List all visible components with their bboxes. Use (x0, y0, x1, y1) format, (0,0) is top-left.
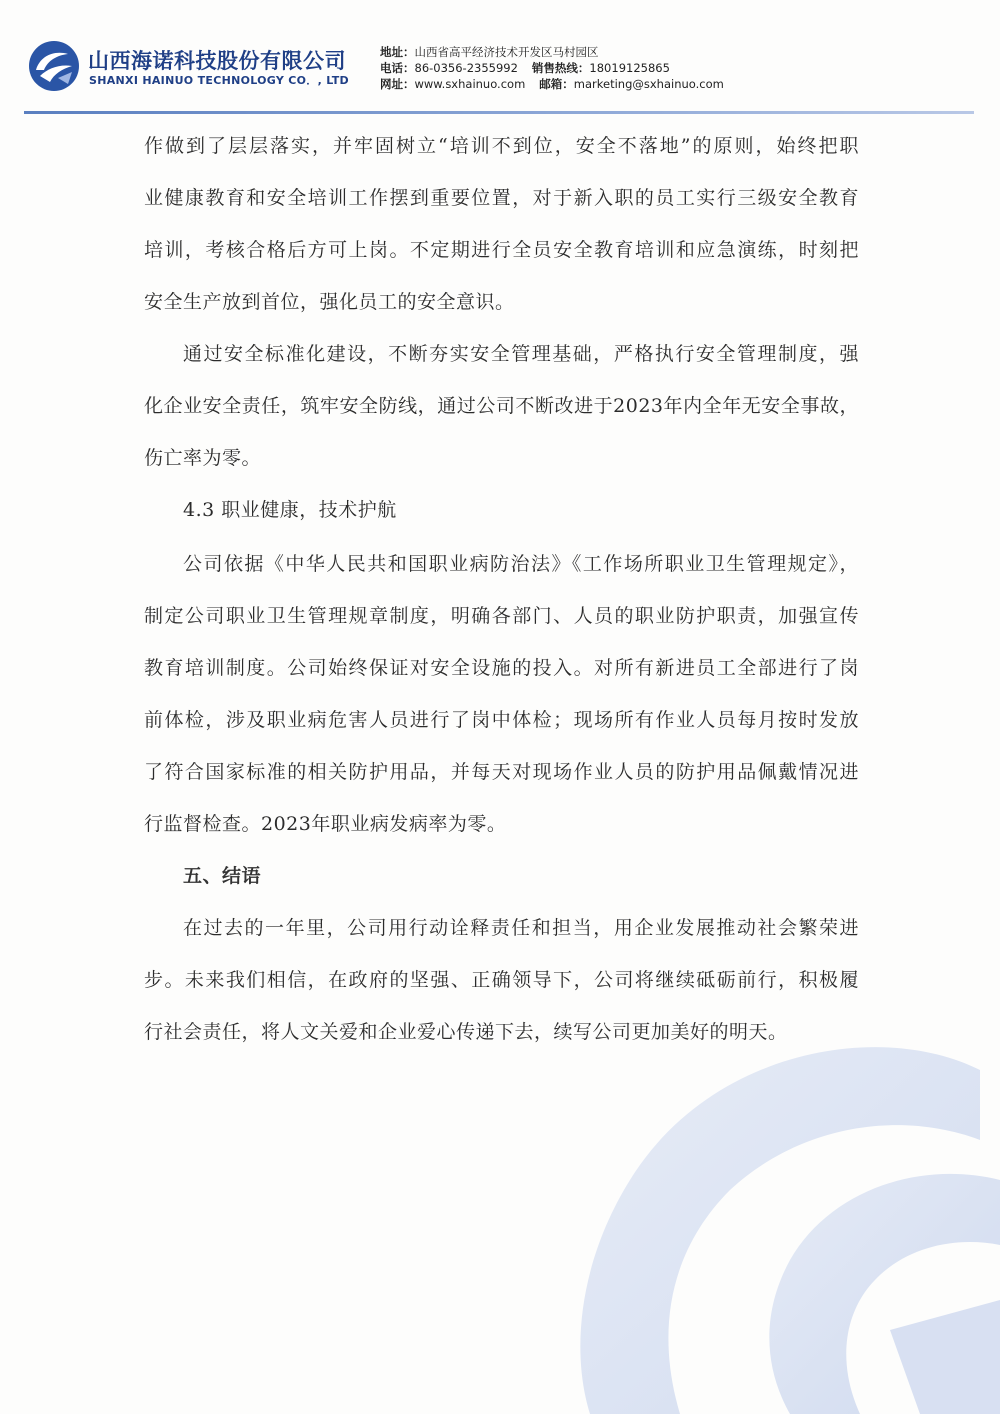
paragraph-line: 业健康教育和安全培训工作摆到重要位置，对于新入职的员工实行三级安全教育 (144, 187, 859, 209)
email-label: 邮箱： (539, 77, 574, 91)
phone-line (380, 60, 724, 76)
email-link[interactable]: marketing@sxhainuo.com (573, 77, 724, 91)
paragraph-line: 通过安全标准化建设，不断夯实安全管理基础，严格执行安全管理制度，强 (183, 343, 859, 365)
paragraph-line: 化企业安全责任，筑牢安全防线，通过公司不断改进于2023年内全年无安全事故， (144, 395, 859, 417)
phone-value: 86-0356-2355992 (414, 61, 518, 75)
paragraph-line: 制定公司职业卫生管理规章制度，明确各部门、人员的职业防护职责，加强宣传 (144, 605, 859, 627)
section-heading-4-3: 4.3 职业健康，技术护航 (183, 499, 397, 521)
website-link[interactable]: www.sxhainuo.com (414, 77, 526, 91)
company-name-cn: 山西海诺科技股份有限公司 (88, 49, 346, 73)
logo-watermark-icon (560, 1030, 1000, 1414)
paragraph-line: 教育培训制度。公司始终保证对安全设施的投入。对所有新进员工全部进行了岗 (144, 657, 859, 679)
paragraph-line: 公司依据《中华人民共和国职业病防治法》《工作场所职业卫生管理规定》， (183, 553, 859, 575)
paragraph-line: 在过去的一年里，公司用行动诠释责任和担当，用企业发展推动社会繁荣进 (183, 917, 859, 939)
paragraph-line: 伤亡率为零。 (144, 447, 262, 469)
paragraph-line: 了符合国家标准的相关防护用品，并每天对现场作业人员的防护用品佩戴情况进 (144, 761, 859, 783)
address-line (380, 44, 724, 60)
address-label: 地址： (380, 45, 415, 59)
section-heading-5: 五、结语 (183, 865, 262, 887)
company-name-en: SHANXI HAINUO TECHNOLOGY CO．, LTD (89, 74, 349, 87)
paragraph-line: 前体检，涉及职业病危害人员进行了岗中体检；现场所有作业人员每月按时发放 (144, 709, 859, 731)
paragraph-line: 培训，考核合格后方可上岗。不定期进行全员安全教育培训和应急演练，时刻把 (144, 239, 859, 261)
paragraph-line: 行监督检查。2023年职业病发病率为零。 (144, 813, 507, 835)
phone-label: 电话： (380, 61, 415, 75)
web-line (380, 76, 724, 92)
hotline-value: 18019125865 (589, 61, 670, 75)
paragraph-line: 步。未来我们相信，在政府的坚强、正确领导下，公司将继续砥砺前行，积极履 (144, 969, 859, 991)
paragraph-line: 作做到了层层落实，并牢固树立“培训不到位，安全不落地”的原则，始终把职 (144, 135, 859, 157)
paragraph-line: 安全生产放到首位，强化员工的安全意识。 (144, 291, 515, 313)
contact-block (380, 44, 724, 92)
company-logo-icon (28, 40, 80, 92)
paragraph-line: 行社会责任，将人文关爱和企业爱心传递下去，续写公司更加美好的明天。 (144, 1021, 788, 1043)
letterhead (0, 0, 1000, 120)
address-value: 山西省高平经济技术开发区马村园区 (414, 45, 599, 59)
hotline-label: 销售热线： (531, 61, 590, 75)
header-divider (24, 111, 974, 114)
website-label: 网址： (380, 77, 415, 91)
